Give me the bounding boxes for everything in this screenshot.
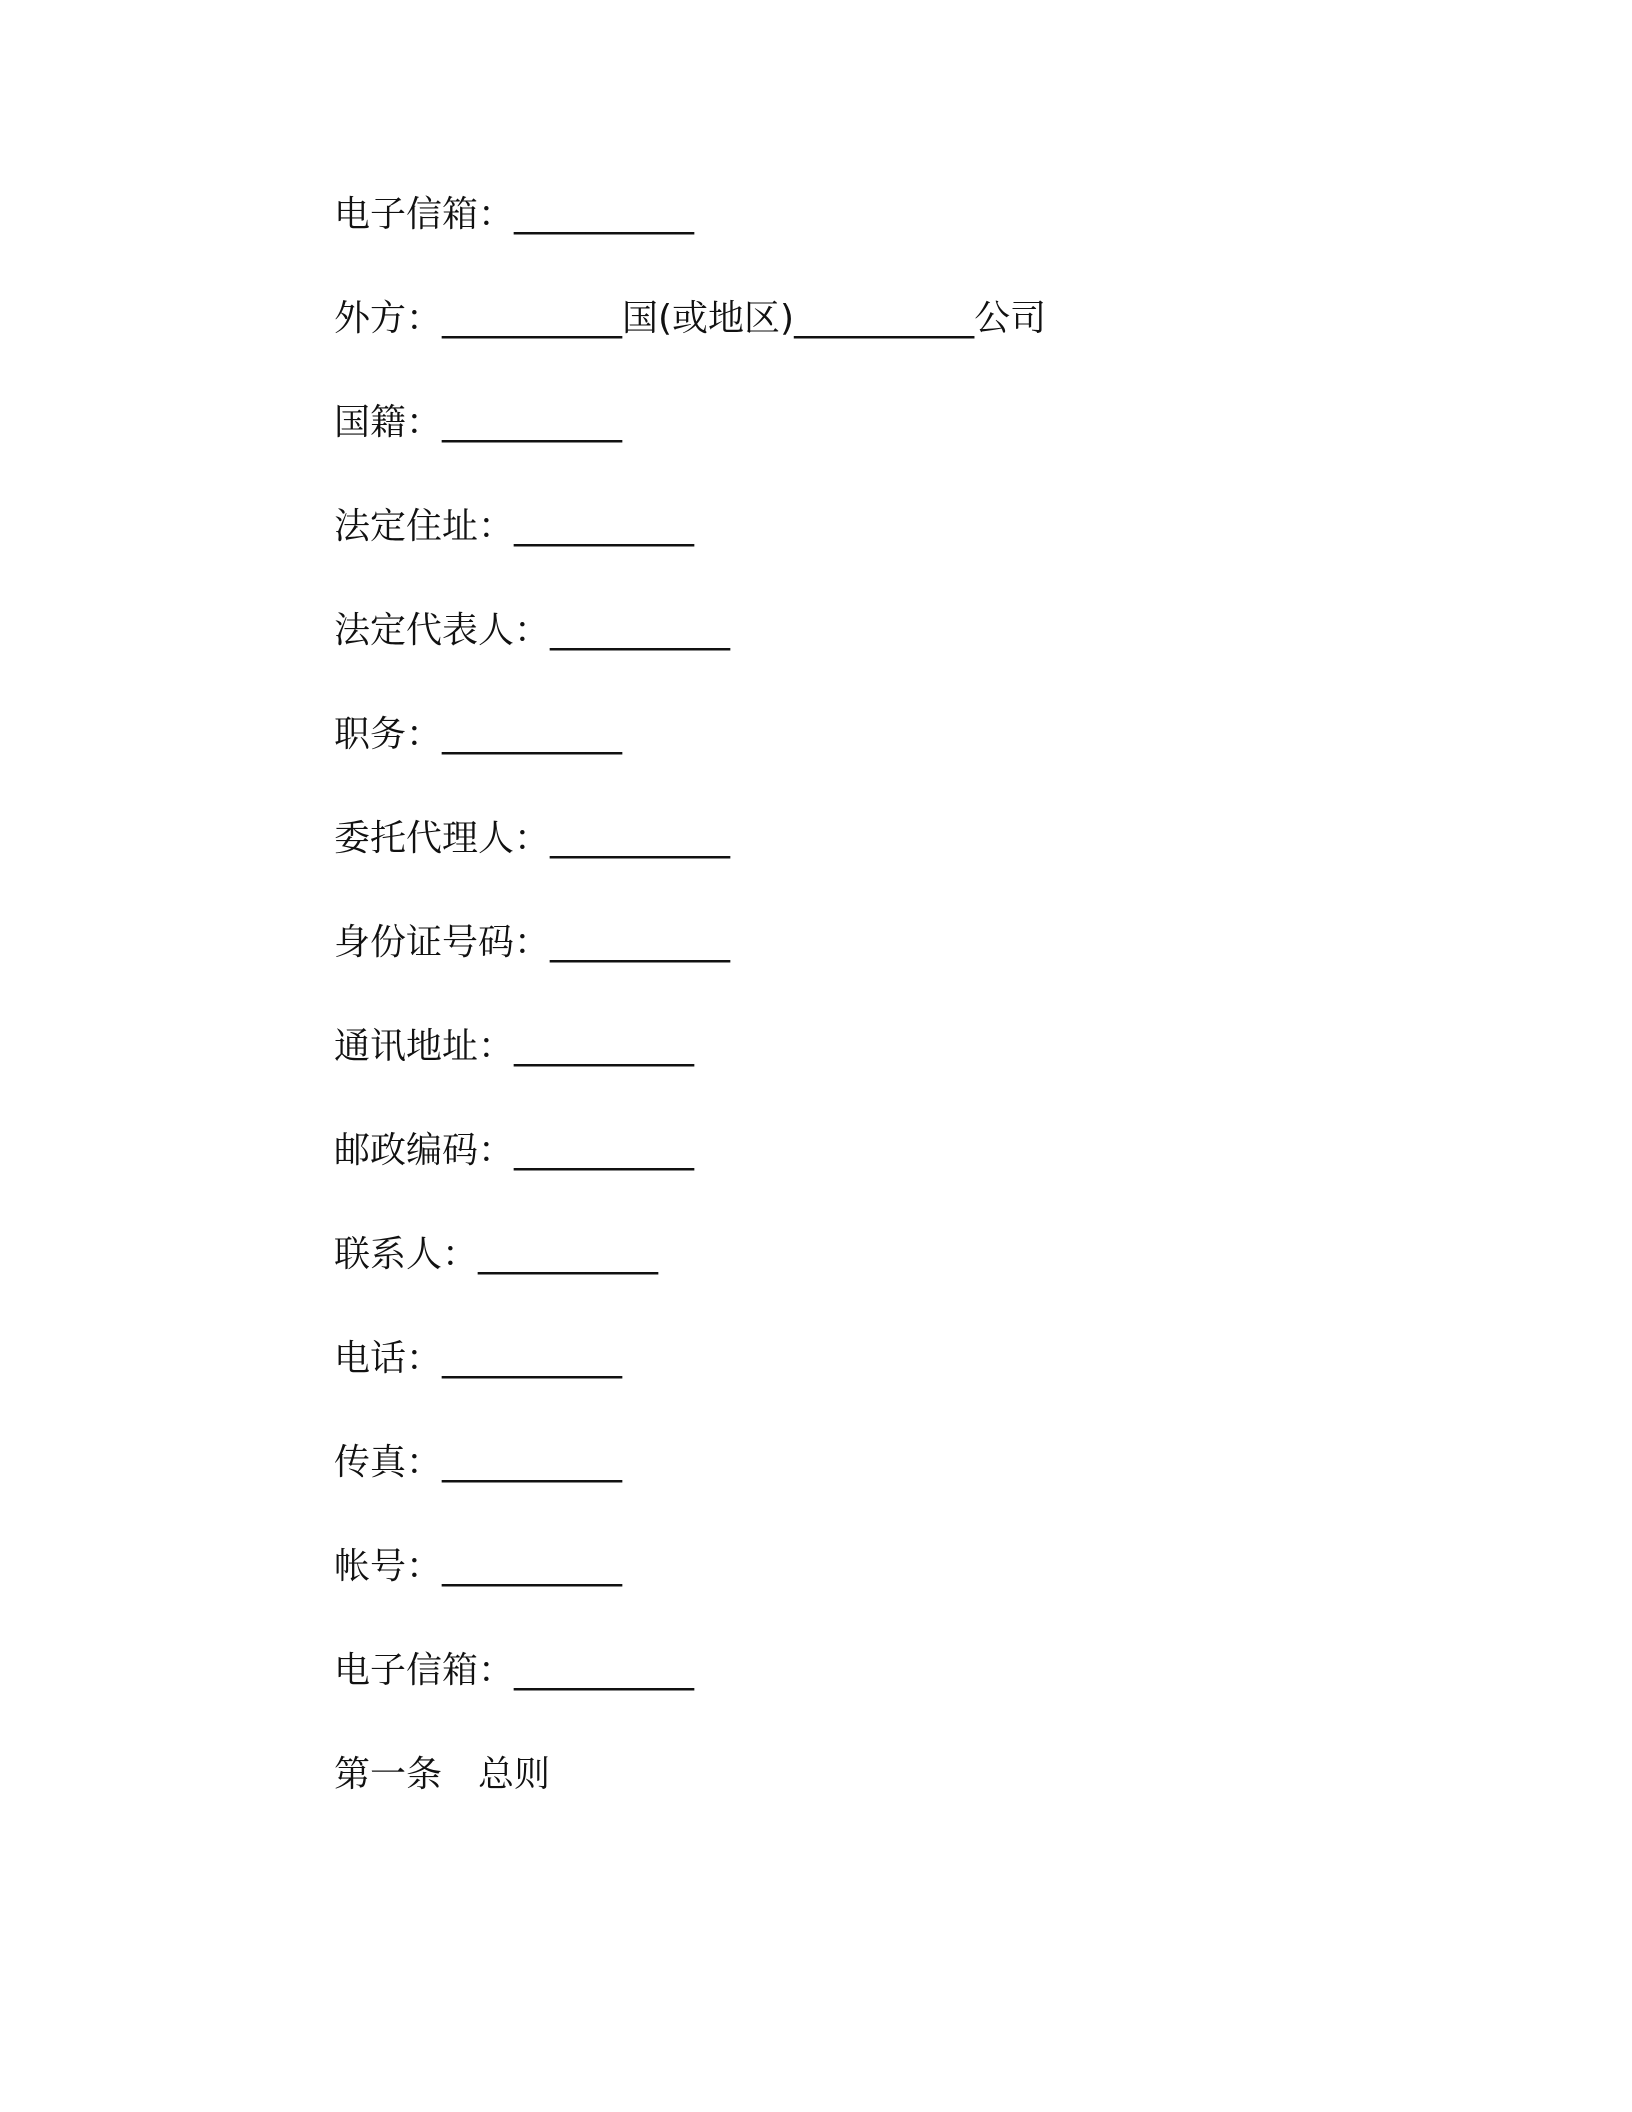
field-foreign-party — [334, 294, 1334, 398]
form-fields — [334, 190, 1334, 1854]
field-id-number — [334, 918, 1334, 1022]
field-text: 邮政编码：__________ — [334, 1130, 695, 1171]
field-text: 国籍：__________ — [334, 402, 623, 443]
field-position — [334, 710, 1334, 814]
field-fax — [334, 1438, 1334, 1542]
field-text: 委托代理人：__________ — [334, 818, 731, 859]
field-text: 电子信箱：__________ — [334, 194, 695, 235]
field-text: 电子信箱：__________ — [334, 1650, 695, 1691]
field-contact-person — [334, 1230, 1334, 1334]
field-text: 联系人：__________ — [334, 1234, 659, 1275]
field-text: 通讯地址：__________ — [334, 1026, 695, 1067]
heading-text: 第一条 总则 — [334, 1754, 551, 1795]
field-nationality — [334, 398, 1334, 502]
field-text: 外方：__________国(或地区)__________公司 — [334, 298, 1047, 339]
field-text: 帐号：__________ — [334, 1546, 623, 1587]
field-mailing-address — [334, 1022, 1334, 1126]
field-account-number — [334, 1542, 1334, 1646]
field-legal-representative — [334, 606, 1334, 710]
field-legal-address — [334, 502, 1334, 606]
field-email-1 — [334, 190, 1334, 294]
article-heading — [334, 1750, 1334, 1854]
field-text: 职务：__________ — [334, 714, 623, 755]
field-text: 电话：__________ — [334, 1338, 623, 1379]
field-text: 身份证号码：__________ — [334, 922, 731, 963]
field-text: 法定代表人：__________ — [334, 610, 731, 651]
field-text: 传真：__________ — [334, 1442, 623, 1483]
field-telephone — [334, 1334, 1334, 1438]
field-postal-code — [334, 1126, 1334, 1230]
field-authorized-agent — [334, 814, 1334, 918]
field-text: 法定住址：__________ — [334, 506, 695, 547]
field-email-2 — [334, 1646, 1334, 1750]
